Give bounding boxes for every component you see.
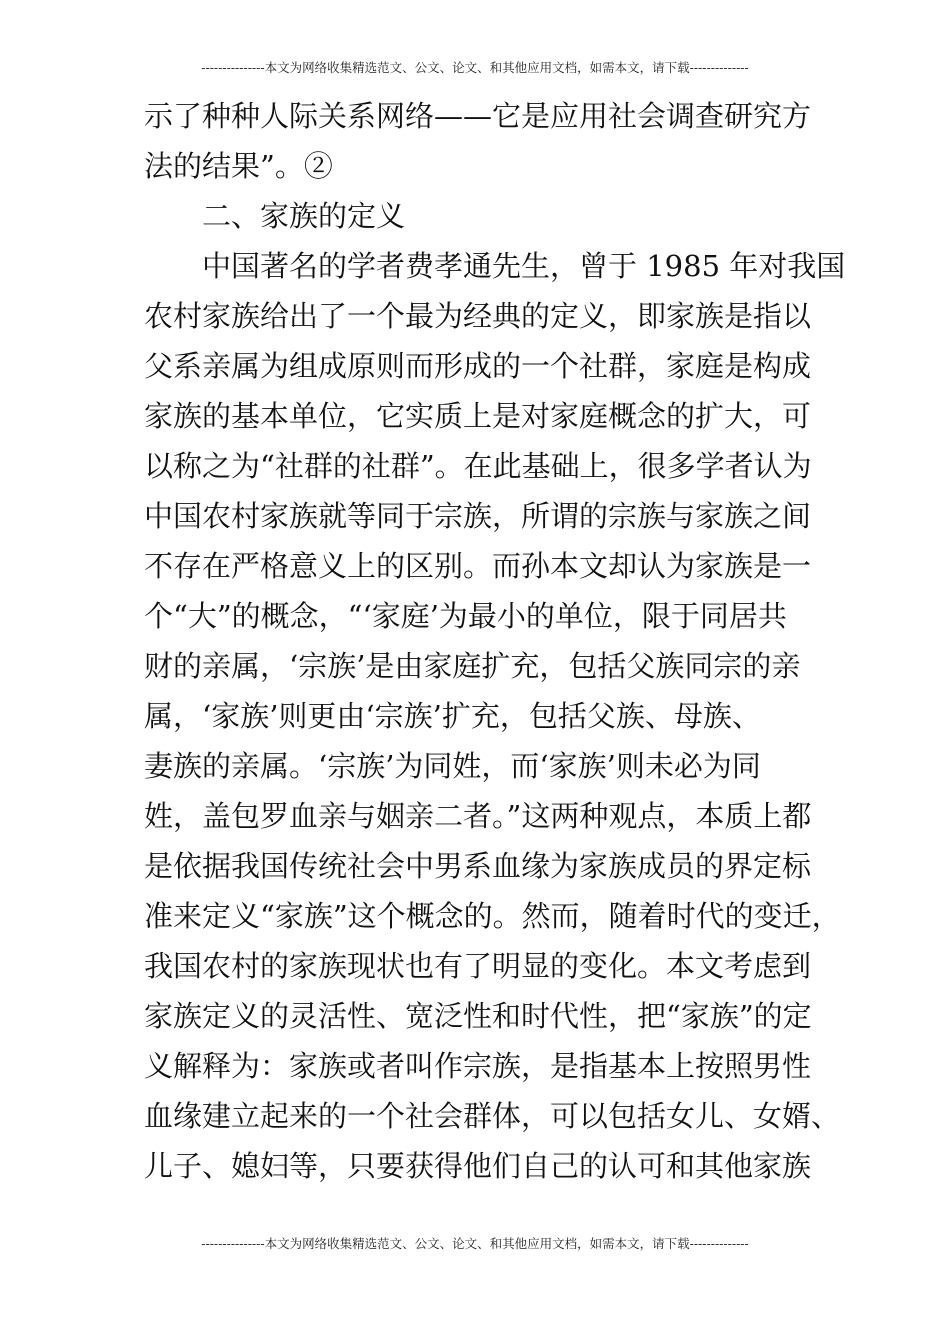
paragraph-line: 以称之为“社群的社群”。在此基础上，很多学者认为 bbox=[144, 449, 812, 483]
paragraph-line: 是依据我国传统社会中男系血缘为家族成员的界定标 bbox=[144, 849, 812, 883]
paragraph-line: 中国著名的学者费孝通先生，曾于 1985 年对我国 bbox=[202, 249, 846, 283]
footer-banner: ---------------本文为网络收集精选范文、公文、论文、和其他应用文档，如需本文，请下载-------------- bbox=[201, 1236, 749, 1251]
paragraph-line: 血缘建立起来的一个社会群体，可以包括女儿、女婿、 bbox=[144, 1099, 841, 1133]
paragraph-line: 姓，盖包罗血亲与姻亲二者。”这两种观点，本质上都 bbox=[144, 799, 812, 833]
paragraph-line: 准来定义“家族”这个概念的。然而，随着时代的变迁， bbox=[144, 899, 841, 933]
paragraph-line: 家族的基本单位，它实质上是对家庭概念的扩大，可 bbox=[144, 399, 812, 433]
paragraph-line: 个“大”的概念，“‘家庭’为最小的单位，限于同居共 bbox=[144, 599, 787, 633]
paragraph-line: 不存在严格意义上的区别。而孙本文却认为家族是一 bbox=[144, 549, 812, 583]
header-banner: ---------------本文为网络收集精选范文、公文、论文、和其他应用文档，如需本文，请下载-------------- bbox=[201, 60, 749, 75]
paragraph-line: 财的亲属，‘宗族’是由家庭扩充，包括父族同宗的亲 bbox=[144, 649, 801, 683]
document-body bbox=[144, 91, 846, 1191]
paragraph-line: 义解释为：家族或者叫作宗族，是指基本上按照男性 bbox=[144, 1049, 812, 1083]
paragraph-line: 父系亲属为组成原则而形成的一个社群，家庭是构成 bbox=[144, 349, 812, 383]
section-heading: 二、家族的定义 bbox=[202, 199, 406, 233]
paragraph-line: 示了种种人际关系网络——它是应用社会调查研究方 bbox=[144, 99, 812, 133]
paragraph-line: 儿子、媳妇等，只要获得他们自己的认可和其他家族 bbox=[144, 1149, 812, 1183]
paragraph-line: 农村家族给出了一个最为经典的定义，即家族是指以 bbox=[144, 299, 812, 333]
paragraph-line: 中国农村家族就等同于宗族，所谓的宗族与家族之间 bbox=[144, 499, 812, 533]
paragraph-line: 妻族的亲属。‘宗族’为同姓，而‘家族’则未必为同 bbox=[144, 749, 761, 783]
paragraph-line: 家族定义的灵活性、宽泛性和时代性，把“家族”的定 bbox=[144, 999, 812, 1033]
paragraph-line: 法的结果”。② bbox=[144, 149, 333, 183]
paragraph-line: 属，‘家族’则更由‘宗族’扩充，包括父族、母族、 bbox=[144, 699, 761, 733]
paragraph-line: 我国农村的家族现状也有了明显的变化。本文考虑到 bbox=[144, 949, 812, 983]
